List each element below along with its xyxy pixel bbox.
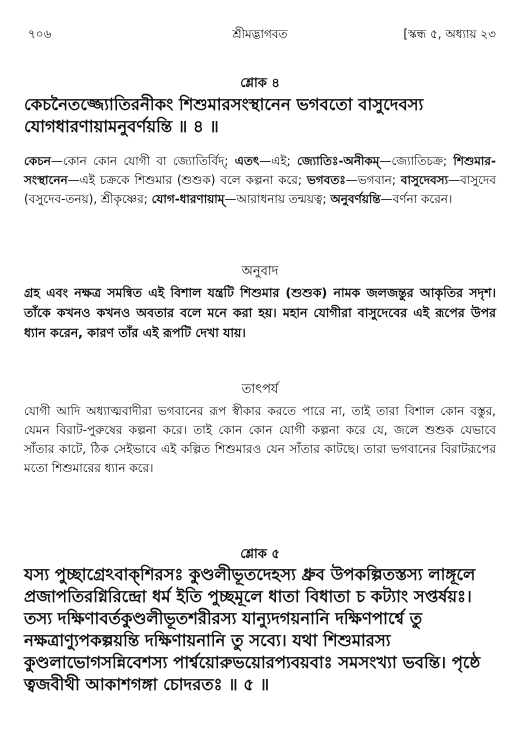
page-header <box>24 26 496 46</box>
synonym-item: অনুবর্ণয়ন্তি—বর্ণনা করেন। <box>330 192 453 206</box>
chapter-location: [স্কন্ধ ৫, অধ্যায় ২৩ <box>403 27 496 41</box>
purport-heading: তাৎপর্য <box>241 382 279 397</box>
synonym-item: শিশুমার-সংস্থানেন—এই চক্রকে শিশুমার (শুশুক) বলে কল্পনা করে; <box>24 154 496 187</box>
scripture-page <box>24 0 496 735</box>
synonym-item: ভগবতঃ—ভগবান; <box>306 173 401 187</box>
sloka-4-text: কেচনৈতজ্জ্যোতিরনীকং শিশুমারসংস্থানেন ভগবতো বাসুদেবস্য যোগধারণায়ামনুবর্ণয়ন্তি ॥ ৪ ॥ <box>24 95 424 136</box>
sloka-4-heading: শ্লোক ৪ <box>240 76 280 91</box>
synonym-item: যোগ-ধারণায়াম্—আরাধনায় তন্ময়ত্ব; <box>151 192 331 206</box>
sloka-5-text: যস্য পুচ্ছাগ্রেঽবাক্‌শিরসঃ কুণ্ডলীভূতদেহস্য ধ্রুব উপকল্পিতস্তস্য লাঙ্গূলে প্রজাপতিরগ্নিরিন্দ্রো ধর্ম ইতি পুচ্ছমূলে ধাতা বিধাতা চ কট্যাং সপ্তর্ষয়ঃ। তস্য দক্ষিণাবর্তকুণ্ডলীভূতশরীরস্য যান্যুদগয়নানি দক্ষিণপার্শ্বে তু নক্ষত্রাণ্যুপকল্পয়ন্তি দক্ষিণায়নানি তু সব্যে। যথা শিশুমারস্য কুণ্ডলাভোগসন্নিবেশস্য পার্শ্বয়োরুভয়োরপ্যবয়বাঃ সমসংখ্যা ভবন্তি। পৃষ্ঠে ত্বজবীথী আকাশগঙ্গা চোদরতঃ ॥ ৫ ॥ <box>24 565 481 694</box>
sloka-5-heading: শ্লোক ৫ <box>240 547 280 562</box>
synonym-item: এতৎ—এই; <box>234 154 298 168</box>
purport-text: যোগী আদি অধ্যাত্মবাদীরা ভগবানের রূপ স্বীকার করতে পারে না, তাই তারা বিশাল কোন বস্তুর, যেমন বিরাট-পুরুষের কল্পনা করে। তাই কোন কোন যোগী কল্পনা করে যে, জলে শুশুক যেভাবে সাঁতার কাটে, ঠিক সেইভাবে এই কল্পিত শিশুমারও যেন সাঁতার কাটছে। তারা ভগবানের বিরাটরূপের মতো শিশুমারের ধ্যান করে। <box>24 404 496 475</box>
synonym-item: বাসুদেবস্য—বাসুদেব (বসুদেব-তনয়), শ্রীকৃষ্ণের; <box>24 173 496 206</box>
book-title: শ্রীমদ্ভাগবত <box>232 27 288 41</box>
page-number: ৭০৬ <box>28 27 52 41</box>
translation-heading: অনুবাদ <box>241 264 279 279</box>
synonym-item: জ্যোতিঃ-অনীকম্—জ্যোতিচক্র; <box>297 154 454 168</box>
word-for-word <box>24 152 496 209</box>
translation-text: গ্রহ এবং নক্ষত্র সমন্বিত এই বিশাল যন্ত্রটি শিশুমার (শুশুক) নামক জলজন্তুর আকৃতির সদৃশ। তাঁকে কখনও কখনও অবতার বলে মনে করা হয়। মহান যোগীরা বাসুদেবের এই রূপের উপর ধ্যান করেন, কারণ তাঁর এই রূপটি দেখা যায়। <box>24 285 496 340</box>
synonym-item: কেচন—কোন কোন যোগী বা জ্যোতির্বিদ্‌; <box>24 154 235 168</box>
